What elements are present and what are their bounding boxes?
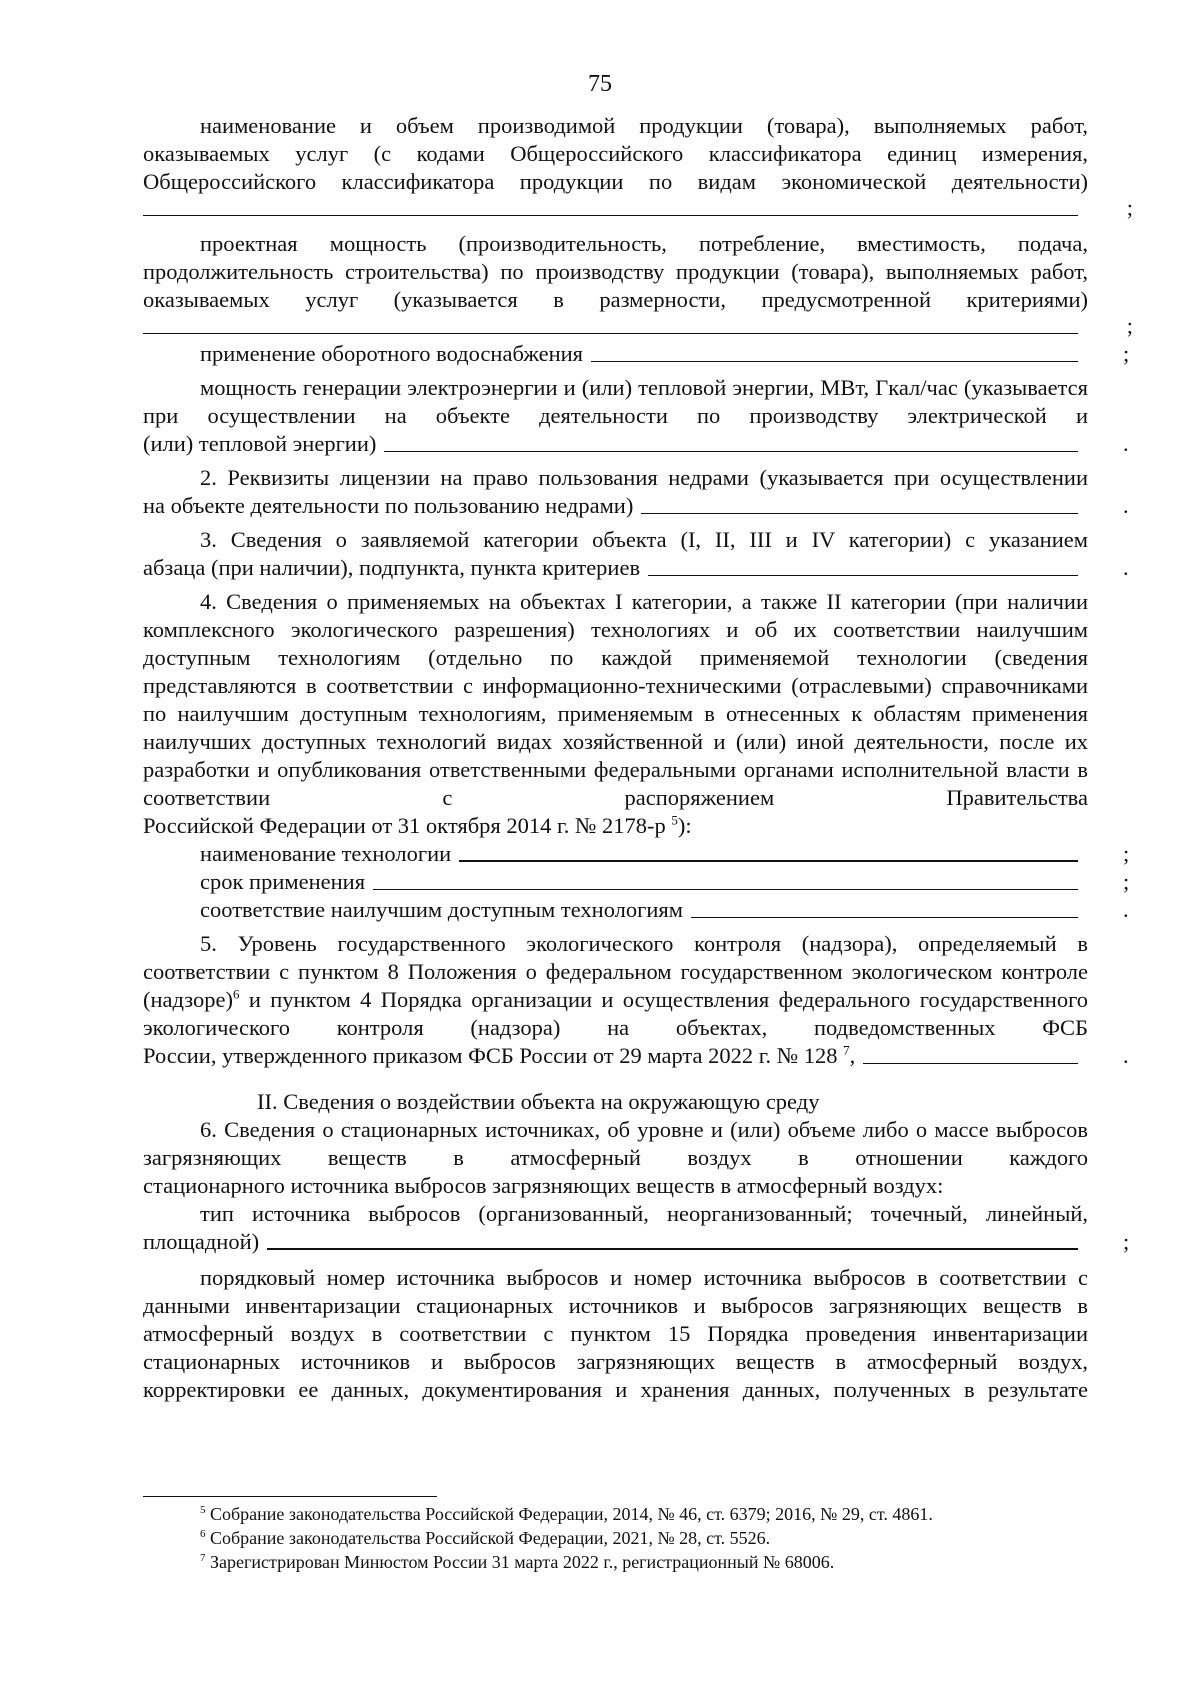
field-license[interactable]: на объекте деятельности по пользованию недрами) . [143, 493, 1129, 518]
footnote-7: $^7$ Зарегистрирован Минюстом России 31 марта 2022 г., регистрационный № 68006. [200, 1552, 835, 1572]
field-technology-name[interactable]: наименование технологии ; [200, 841, 1130, 866]
blank-line-capacity[interactable]: ; [143, 314, 1088, 340]
label-water-recycling: применение оборотного водоснабжения [200, 341, 583, 366]
paragraph-power-generation: мощность генерации электроэнергии и (или) тепловой энергии, МВт, Гкал/час (указывается при осуществлении на объекте деятельности по производству электрической и [143, 375, 1088, 428]
paragraph-products: наименование и объем производимой продукции (товара), выполняемых работ, оказываемых услуг (с кодами Общероссийского классификатора единиц измерения, Общероссийского классификатора продукции по видам экономической деятельности) [143, 113, 1088, 194]
footnotes [200, 1502, 1100, 1574]
footnote-ref-7: 7 [843, 1042, 850, 1058]
paragraph-stationary-sources: 6. Сведения о стационарных источниках, об уровне и (или) объеме либо о массе выбросов загрязняющих веществ в атмосферный воздух в отношении каждого [143, 1117, 1088, 1170]
page-number: 75 [588, 71, 612, 97]
paragraph-license: 2. Реквизиты лицензии на право пользования недрами (указывается при осуществлении [200, 465, 1088, 490]
paragraph-capacity: проектная мощность (производительность, потребление, вместимость, подача, продолжительность строительства) по производству продукции (товара), выполняемых работ, оказываемых услуг (указывается в размерности, предусмотренной критериями) [143, 231, 1088, 312]
paragraph-category: 3. Сведения о заявляемой категории объекта (I, II, III и IV категории) с указанием [200, 527, 1088, 552]
paragraph-source-number: порядковый номер источника выбросов и номер источника выбросов в соответствии с данными инвентаризации стационарных источников и выбросов загрязняющих веществ в атмосферный воздух в соответствии с пунктом 15 Порядка проведения инвентаризации стационарных источников и выбросов загрязняющих веществ в атмосферный воздух, корректировки ее данных, документирования и хранения данных, полученных в результате [143, 1265, 1088, 1402]
footnote-5: $^5$ Собрание законодательства Российской Федерации, 2014, № 46, ст. 6379; 2016, № 29, ст. 4861. [200, 1504, 933, 1524]
footnote-6: $^6$ Собрание законодательства Российской Федерации, 2021, № 28, ст. 5526. [200, 1528, 771, 1548]
field-control-level[interactable]: России, утвержденного приказом ФСБ России от 29 марта 2022 г. № 128 $^7$, . [143, 1042, 1129, 1068]
footnote-separator [143, 1496, 437, 1497]
field-water-recycling[interactable]: применение оборотного водоснабжения ; [200, 341, 1130, 366]
field-category[interactable]: абзаца (при наличии), подпункта, пункта критериев . [143, 555, 1129, 580]
paragraph-technologies-tail: Российской Федерации от 31 октября 2014 г. № 2178-р $^5$): [143, 812, 692, 838]
field-term[interactable]: срок применения ; [200, 869, 1130, 894]
paragraph-control-level: 5. Уровень государственного экологического контроля (надзора), определяемый в соответствии с пунктом 8 Положения о федеральном государственном экологическом контроле (надзоре)$^6$ и пунктом 4 Порядка организации и осуществления федерального государственного экологического контроля (надзора) на объектах, подведомственных ФСБ [143, 931, 1088, 1040]
field-source-type[interactable]: площадной) ; [143, 1229, 1130, 1254]
field-power-generation[interactable]: (или) тепловой энергии) . [143, 431, 1129, 456]
footnote-ref-6[interactable]: 6 [232, 986, 240, 1002]
footnote-ref-5[interactable]: 5 [671, 812, 678, 828]
field-bat-compliance[interactable]: соответствие наилучшим доступным технологиям . [200, 897, 1129, 922]
paragraph-source-type: тип источника выбросов (организованный, неорганизованный; точечный, линейный, [200, 1201, 1088, 1226]
document-body [143, 112, 1133, 1404]
paragraph-stationary-sources-tail: стационарного источника выбросов загрязняющих веществ в атмосферный воздух: [143, 1173, 944, 1198]
paragraph-technologies: 4. Сведения о применяемых на объектах I категории, а также II категории (при наличии комплексного экологического разрешения) технологиях и об их соответствии наилучшим доступным технологиям (отдельно по каждой применяемой технологии (сведения представляются в соответствии с информационно-техническими (отраслевыми) справочниками по наилучшим доступным технологиям, применяемым в отнесенных к областям применения наилучших доступных технологий видах хозяйственной и (или) иной деятельности, после их разработки и опубликования ответственными федеральными органами исполнительной власти в соответствии с распоряжением Правительства [143, 589, 1088, 810]
blank-line-products[interactable]: ; [143, 196, 1088, 222]
section-heading-environment-impact: II. Сведения о воздействии объекта на окружающую среду [257, 1089, 820, 1114]
